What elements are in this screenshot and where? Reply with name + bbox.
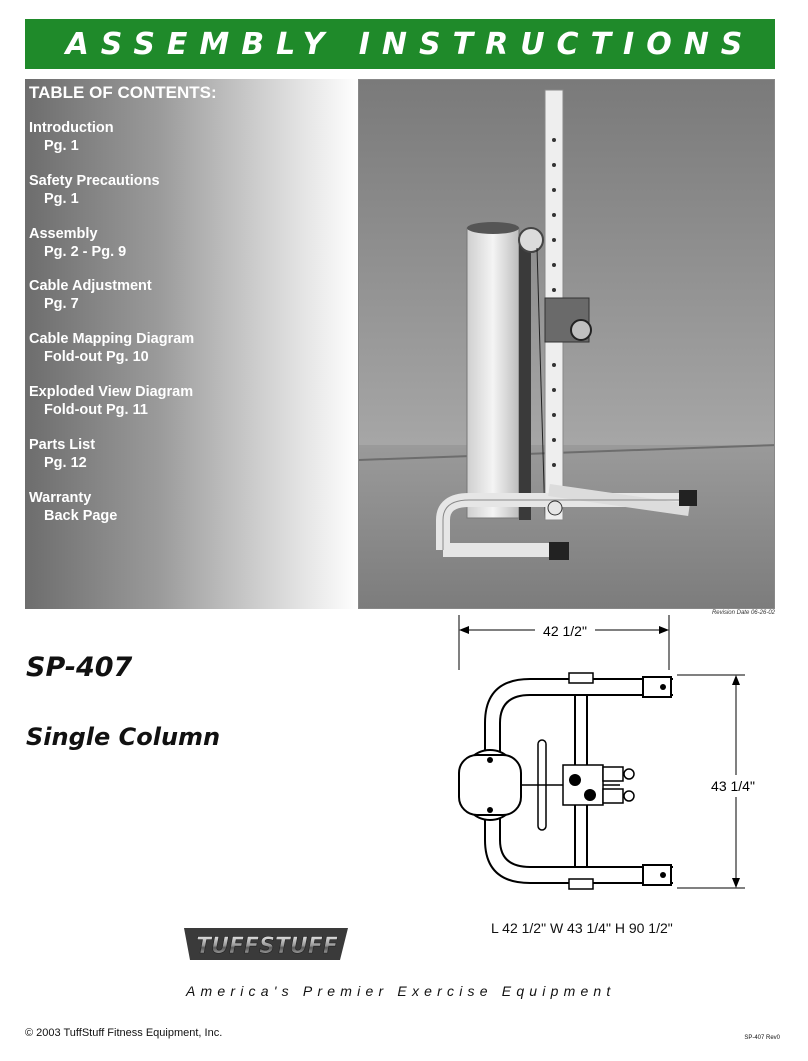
toc-item[interactable]: [29, 172, 194, 225]
toc-item-title: Introduction: [29, 120, 114, 136]
product-name: Single Column: [26, 723, 221, 751]
toc-list: [29, 119, 194, 541]
revision-date: Revision Date 06-26-02: [711, 610, 775, 616]
toc-item-page: Pg. 7: [44, 296, 79, 313]
product-photo: [358, 79, 775, 609]
svg-text:TUFFSTUFF: TUFFSTUFF: [196, 934, 338, 959]
depth-dimension-label: 43 1/4": [711, 778, 755, 794]
toc-item-title: Safety Precautions: [29, 172, 160, 189]
toc-item-title: Assembly: [29, 225, 98, 242]
toc-item[interactable]: [29, 277, 194, 330]
copyright: © 2003 TuffStuff Fitness Equipment, Inc.: [25, 1027, 223, 1039]
toc-item-page: Pg. 1: [44, 138, 79, 154]
document-title: ASSEMBLY INSTRUCTIONS: [65, 26, 755, 62]
toc-item-page: Pg. 2 - Pg. 9: [44, 243, 127, 260]
brand-tagline: America's Premier Exercise Equipment: [186, 983, 616, 999]
width-dimension-label: 42 1/2": [543, 623, 587, 639]
toc-item[interactable]: [29, 119, 194, 172]
toc-item[interactable]: [29, 225, 194, 278]
toc-item[interactable]: [29, 383, 194, 436]
toc-item-title: Parts List: [29, 436, 96, 453]
header-banner: [25, 19, 775, 69]
toc-item[interactable]: [29, 436, 194, 489]
toc-item-page: Pg. 1: [44, 190, 79, 207]
toc-item-page: Pg. 12: [44, 454, 87, 471]
toc-item-title: Cable Mapping Diagram: [29, 331, 195, 348]
toc-item-title: Cable Adjustment: [29, 278, 152, 295]
toc-item-page: Fold-out Pg. 10: [44, 349, 149, 366]
model-number: SP-407: [26, 652, 133, 683]
toc-item-page: Fold-out Pg. 11: [44, 401, 148, 418]
tuffstuff-logo: [180, 920, 355, 968]
toc-item[interactable]: [29, 489, 194, 542]
table-of-contents: [25, 79, 358, 609]
toc-item-title: Warranty: [29, 489, 92, 506]
document-id: SP-407 Rev0: [744, 1035, 780, 1041]
toc-item[interactable]: [29, 330, 194, 383]
toc-item-page: Back Page: [44, 507, 118, 524]
overall-dimensions: L 42 1/2" W 43 1/4" H 90 1/2": [491, 920, 673, 936]
top-view-diagram: [445, 615, 790, 900]
toc-item-title: Exploded View Diagram: [29, 383, 194, 400]
toc-heading: TABLE OF CONTENTS:: [29, 83, 217, 102]
